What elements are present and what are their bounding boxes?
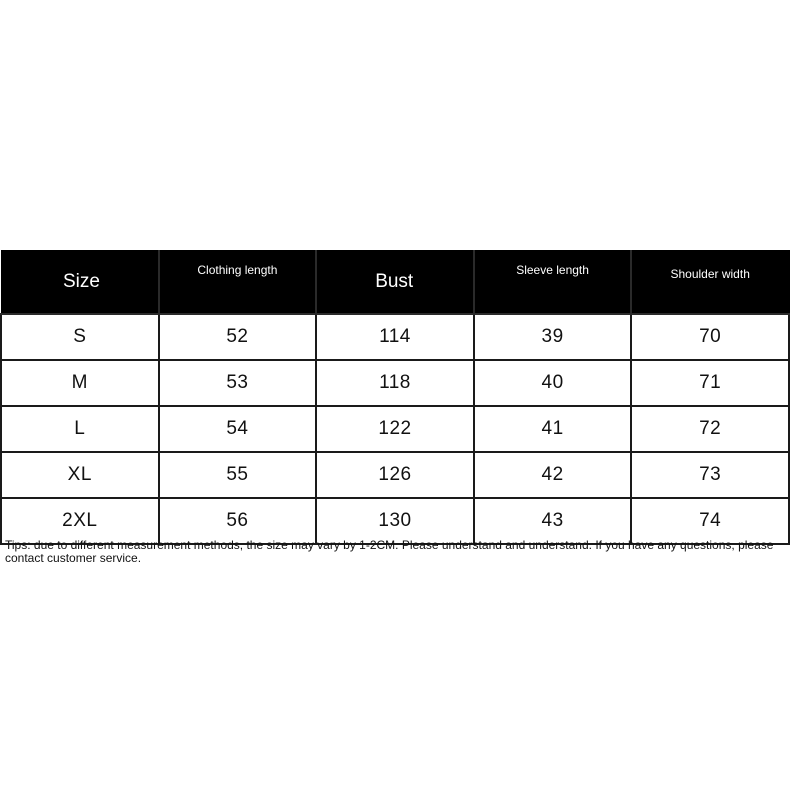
cell-size: 2XL xyxy=(1,498,159,544)
header-sleeve-length: Sleeve length xyxy=(474,250,632,314)
cell-size: M xyxy=(1,360,159,406)
cell-sleeve-length: 40 xyxy=(474,360,632,406)
header-row xyxy=(1,250,789,314)
table-row xyxy=(1,314,789,360)
cell-clothing-length: 56 xyxy=(159,498,317,544)
cell-clothing-length: 53 xyxy=(159,360,317,406)
cell-clothing-length: 55 xyxy=(159,452,317,498)
cell-size: L xyxy=(1,406,159,452)
cell-bust: 130 xyxy=(316,498,474,544)
table-row xyxy=(1,452,789,498)
cell-bust: 118 xyxy=(316,360,474,406)
cell-sleeve-length: 39 xyxy=(474,314,632,360)
cell-bust: 114 xyxy=(316,314,474,360)
cell-clothing-length: 52 xyxy=(159,314,317,360)
size-chart-table xyxy=(0,250,790,545)
cell-sleeve-length: 43 xyxy=(474,498,632,544)
cell-shoulder-width: 73 xyxy=(631,452,789,498)
size-chart-body xyxy=(1,314,789,544)
header-clothing-length: Clothing length xyxy=(159,250,317,314)
cell-sleeve-length: 41 xyxy=(474,406,632,452)
size-chart-header xyxy=(1,250,789,314)
cell-bust: 126 xyxy=(316,452,474,498)
cell-size: S xyxy=(1,314,159,360)
measurement-tips: Tips: due to different measurement methods, the size may vary by 1-2CM. Please understand and understand. If you have any questions, please contact customer service. xyxy=(5,538,774,565)
cell-bust: 122 xyxy=(316,406,474,452)
cell-clothing-length: 54 xyxy=(159,406,317,452)
cell-shoulder-width: 71 xyxy=(631,360,789,406)
cell-shoulder-width: 70 xyxy=(631,314,789,360)
header-bust: Bust xyxy=(316,250,474,314)
cell-sleeve-length: 42 xyxy=(474,452,632,498)
table-row xyxy=(1,360,789,406)
header-shoulder-width: Shoulder width xyxy=(631,250,789,314)
cell-size: XL xyxy=(1,452,159,498)
cell-shoulder-width: 72 xyxy=(631,406,789,452)
header-size: Size xyxy=(1,250,159,314)
table-row xyxy=(1,406,789,452)
cell-shoulder-width: 74 xyxy=(631,498,789,544)
